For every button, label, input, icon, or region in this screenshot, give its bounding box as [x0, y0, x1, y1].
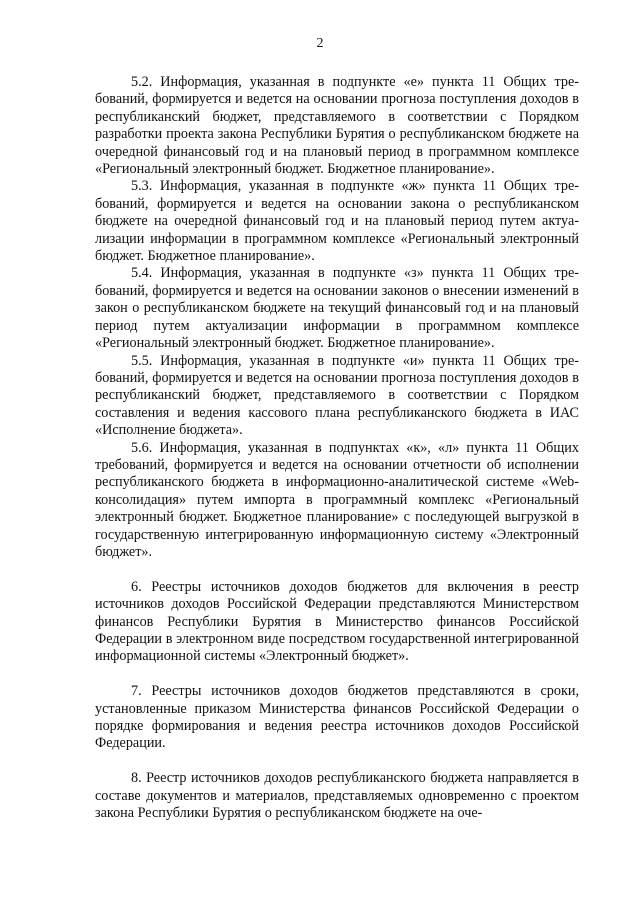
paragraph-6: 6. Реестры источников доходов бюджетов для включения в реестр источников доходов Российской Федерации представляются Министерством финансов Республики Бурятия в Министерство финансов Российской Федерации в электронном виде посредством государственной интегрированной информационной системы «Электронный бюджет».	[95, 578, 579, 665]
page-number: 2	[316, 36, 324, 51]
paragraph-5-5: 5.5. Информация, указанная в подпункте «и» пункта 11 Общих требований, формируется и ведется на основании прогноза поступления доходов в республиканский бюджет, представляемого в соответствии с Порядком составления и ведения кассового плана республиканского бюджета в ИАС «Исполнение бюджета».	[95, 352, 579, 439]
paragraph-5-4: 5.4. Информация, указанная в подпункте «з» пункта 11 Общих требований, формируется и ведется на основании законов о внесении изменений в закон о республиканском бюджете на текущий финансовый год и на плановый период путем актуализации информации в программном комплексе «Региональный электронный бюджет. Бюджетное планирование».	[95, 265, 579, 352]
paragraph-5-2: 5.2. Информация, указанная в подпункте «е» пункта 11 Общих требований, формируется и ведется на основании прогноза поступления доходов в республиканский бюджет, представляемого в соответствии с Порядком разработки проекта закона Республики Бурятия о республиканском бюджете на очередной финансовый год и на плановый период в программном комплексе «Региональный электронный бюджет. Бюджетное планирование».	[95, 74, 579, 178]
paragraph-7: 7. Реестры источников доходов бюджетов представляются в сроки, установленные приказом Министерства финансов Российской Федерации о порядке формирования и ведения реестра источников доходов Российской Федерации.	[95, 683, 579, 752]
paragraph-5-6: 5.6. Информация, указанная в подпунктах «к», «л» пункта 11 Общих требований, формируется и ведется на основании отчетности об исполнении республиканского бюджета в информационно-аналитической системе «Web-консолидация» путем импорта в программный комплекс «Региональный электронный бюджет. Бюджетное планирование» с последующей выгрузкой в государственную интегрированную информационную систему «Электронный бюджет».	[95, 439, 579, 560]
paragraph-8: 8. Реестр источников доходов республиканского бюджета направляется в составе документов и материалов, представляемых одновременно с проектом закона Республики Бурятия о республиканском бюджете на оче-	[95, 770, 579, 822]
paragraph-5-3: 5.3. Информация, указанная в подпункте «ж» пункта 11 Общих требований, формируется и ведется на основании закона о республиканском бюджете на очередной финансовый год и на плановый период путем актуализации информации в программном комплексе «Региональный электронный бюджет. Бюджетное планирование».	[95, 178, 579, 265]
document-body	[95, 74, 579, 822]
